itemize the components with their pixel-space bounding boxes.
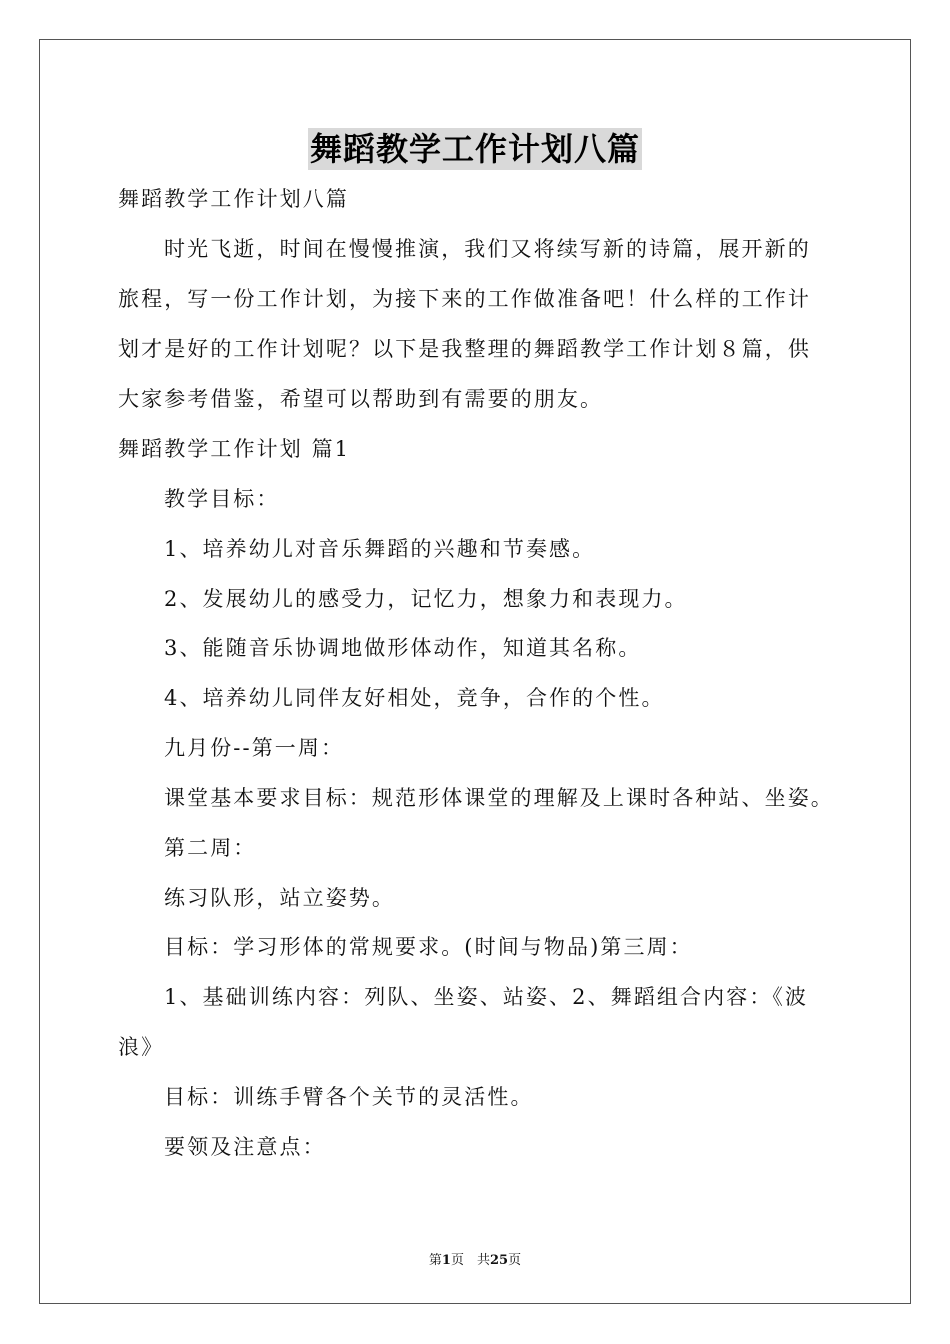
list-item: 2、发展幼儿的感受力，记忆力，想象力和表现力。 xyxy=(164,587,688,611)
paragraph-line: 要领及注意点： xyxy=(164,1135,326,1159)
list-item: 3、能随音乐协调地做形体动作，知道其名称。 xyxy=(164,636,642,660)
list-item: 4、培养幼儿同伴友好相处，竞争，合作的个性。 xyxy=(164,686,665,710)
document-title: 舞蹈教学工作计划八篇 xyxy=(309,130,640,168)
paragraph-line: 第二周： xyxy=(164,836,257,860)
paragraph-line: 练习队形，站立姿势。 xyxy=(164,886,395,910)
paragraph-line: 1、基础训练内容：列队、坐姿、站姿、2、舞蹈组合内容：《波 xyxy=(164,985,809,1009)
list-item: 1、培养幼儿对音乐舞蹈的兴趣和节奏感。 xyxy=(164,537,596,561)
paragraph-line: 浪》 xyxy=(118,1035,165,1059)
page-footer xyxy=(0,1249,950,1268)
footer-suffix: 页 xyxy=(508,1253,522,1268)
title-container xyxy=(0,128,950,170)
footer-page-total: 25 xyxy=(489,1253,509,1268)
footer-prefix: 第 xyxy=(428,1253,442,1268)
section-heading: 舞蹈教学工作计划 篇1 xyxy=(118,437,351,461)
paragraph-line: 划才是好的工作计划呢？以下是我整理的舞蹈教学工作计划８篇，供 xyxy=(118,337,811,361)
paragraph-line: 时光飞逝，时间在慢慢推演，我们又将续写新的诗篇，展开新的 xyxy=(164,237,811,261)
paragraph-line: 目标：训练手臂各个关节的灵活性。 xyxy=(164,1085,534,1109)
paragraph-line: 教学目标： xyxy=(164,487,280,511)
footer-page-number: 1 xyxy=(441,1253,451,1268)
footer-mid: 页 共 xyxy=(450,1253,490,1268)
subtitle-line: 舞蹈教学工作计划八篇 xyxy=(118,187,349,211)
page-border xyxy=(39,39,911,1304)
paragraph-line: 大家参考借鉴，希望可以帮助到有需要的朋友。 xyxy=(118,387,604,411)
paragraph-line: 旅程，写一份工作计划，为接下来的工作做准备吧！什么样的工作计 xyxy=(118,287,811,311)
paragraph-line: 目标：学习形体的常规要求。(时间与物品)第三周： xyxy=(164,935,693,959)
paragraph-line: 课堂基本要求目标：规范形体课堂的理解及上课时各种站、坐姿。 xyxy=(164,786,834,810)
paragraph-line: 九月份--第一周： xyxy=(164,736,345,760)
